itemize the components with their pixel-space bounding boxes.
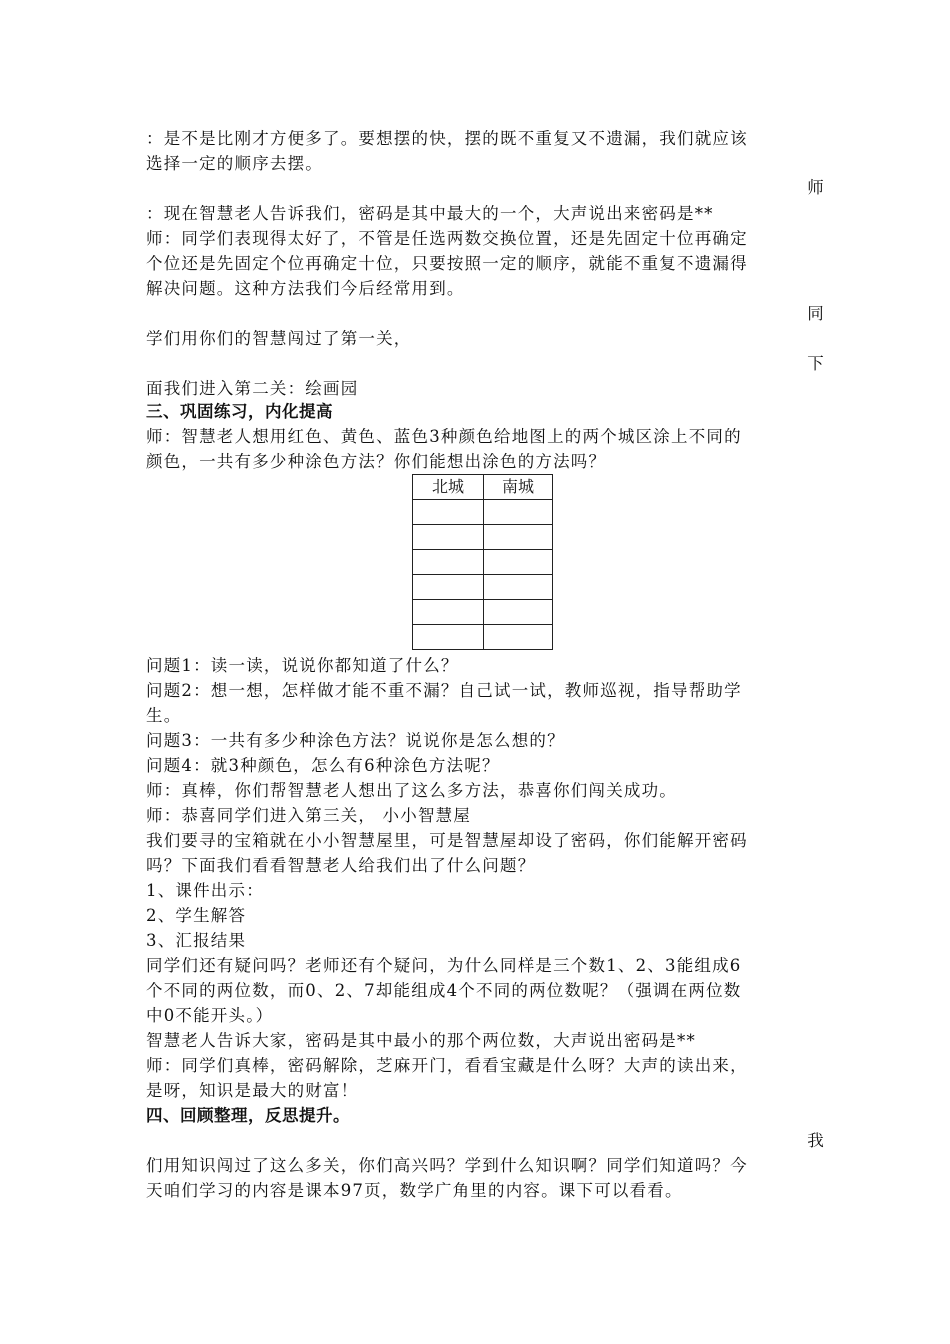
text-line: 师：同学们真棒，密码解除，芝麻开门，看看宝藏是什么呀？大声的读出来， [146,1056,748,1075]
text-line: 师：真棒，你们帮智慧老人想出了这么多方法，恭喜你们闯关成功。 [146,781,677,800]
table-cell [413,600,484,625]
text-line: 智慧老人告诉大家，密码是其中最小的那个两位数，大声说出密码是** [146,1031,696,1050]
text-line: 2、学生解答 [146,906,247,925]
margin-char: 我 [807,1131,825,1150]
table-header-north: 北城 [413,475,484,500]
text-line: 1、课件出示： [146,881,264,900]
text-line: 中0不能开头。） [146,1006,274,1025]
table-cell [484,575,553,600]
table-cell [413,625,484,650]
text-line: 们用知识闯过了这么多关，你们高兴吗？学到什么知识啊？同学们知道吗？今 [146,1156,748,1175]
table-cell [484,625,553,650]
text-line: 面我们进入第二关：绘画园 [146,379,359,398]
text-line: 师：同学们表现得太好了，不管是任选两数交换位置，还是先固定十位再确定 [146,229,748,248]
text-line: 颜色，一共有多少种涂色方法？你们能想出涂色的方法吗？ [146,452,607,471]
table-cell [413,550,484,575]
text-line: 我们要寻的宝箱就在小小智慧屋里，可是智慧屋却设了密码，你们能解开密码 [146,831,748,850]
table-cell [484,525,553,550]
margin-char: 同 [807,304,825,323]
text-line: 解决问题。这种方法我们今后经常用到。 [146,279,465,298]
table-row [413,500,553,525]
table-cell [413,575,484,600]
section-heading: 四、回顾整理，反思提升。 [146,1106,350,1125]
text-line: 天咱们学习的内容是课本97页，数学广角里的内容。课下可以看看。 [146,1181,683,1200]
table-cell [484,500,553,525]
text-line: 同学们还有疑问吗？老师还有个疑问，为什么同样是三个数1、2、3能组成6 [146,956,742,975]
table-cell [413,525,484,550]
table-cell [484,550,553,575]
text-line: 是呀，知识是最大的财富！ [146,1081,359,1100]
table-row [413,575,553,600]
text-line: 问题2：想一想，怎样做才能不重不漏？自己试一试，教师巡视，指导帮助学 [146,681,742,700]
text-line: 生。 [146,706,182,725]
table-row [413,550,553,575]
text-line: ：现在智慧老人告诉我们，密码是其中最大的一个，大声说出来密码是** [146,204,714,223]
text-line: 师：智慧老人想用红色、黄色、蓝色3种颜色给地图上的两个城区涂上不同的 [146,427,742,446]
text-line: 个位还是先固定个位再确定十位，只要按照一定的顺序，就能不重复不遗漏得 [146,254,748,273]
text-line: 个不同的两位数，而0、2、7却能组成4个不同的两位数呢？（强调在两位数 [146,981,742,1000]
table-row [413,525,553,550]
text-line: 3、汇报结果 [146,931,247,950]
table-cell [484,600,553,625]
table-header-row [413,475,553,500]
table-cell [413,500,484,525]
text-line: 问题3：一共有多少种涂色方法？说说你是怎么想的？ [146,731,565,750]
table-row [413,625,553,650]
table-row [413,600,553,625]
text-line: 问题4：就3种颜色，怎么有6种涂色方法呢？ [146,756,500,775]
section-heading: 三、巩固练习，内化提高 [146,402,333,421]
margin-char: 下 [807,354,825,373]
text-line: 吗？下面我们看看智慧老人给我们出了什么问题？ [146,856,536,875]
text-line: 师：恭喜同学们进入第三关， 小小智慧屋 [146,806,472,825]
text-line: 问题1：读一读，说说你都知道了什么？ [146,656,459,675]
table-header-south: 南城 [484,475,553,500]
text-line: ：是不是比刚才方便多了。要想摆的快，摆的既不重复又不遗漏，我们就应该 [146,129,748,148]
text-line: 选择一定的顺序去摆。 [146,154,323,173]
margin-char: 师 [807,178,825,197]
text-line: 学们用你们的智慧闯过了第一关， [146,329,412,348]
coloring-table [412,474,553,650]
